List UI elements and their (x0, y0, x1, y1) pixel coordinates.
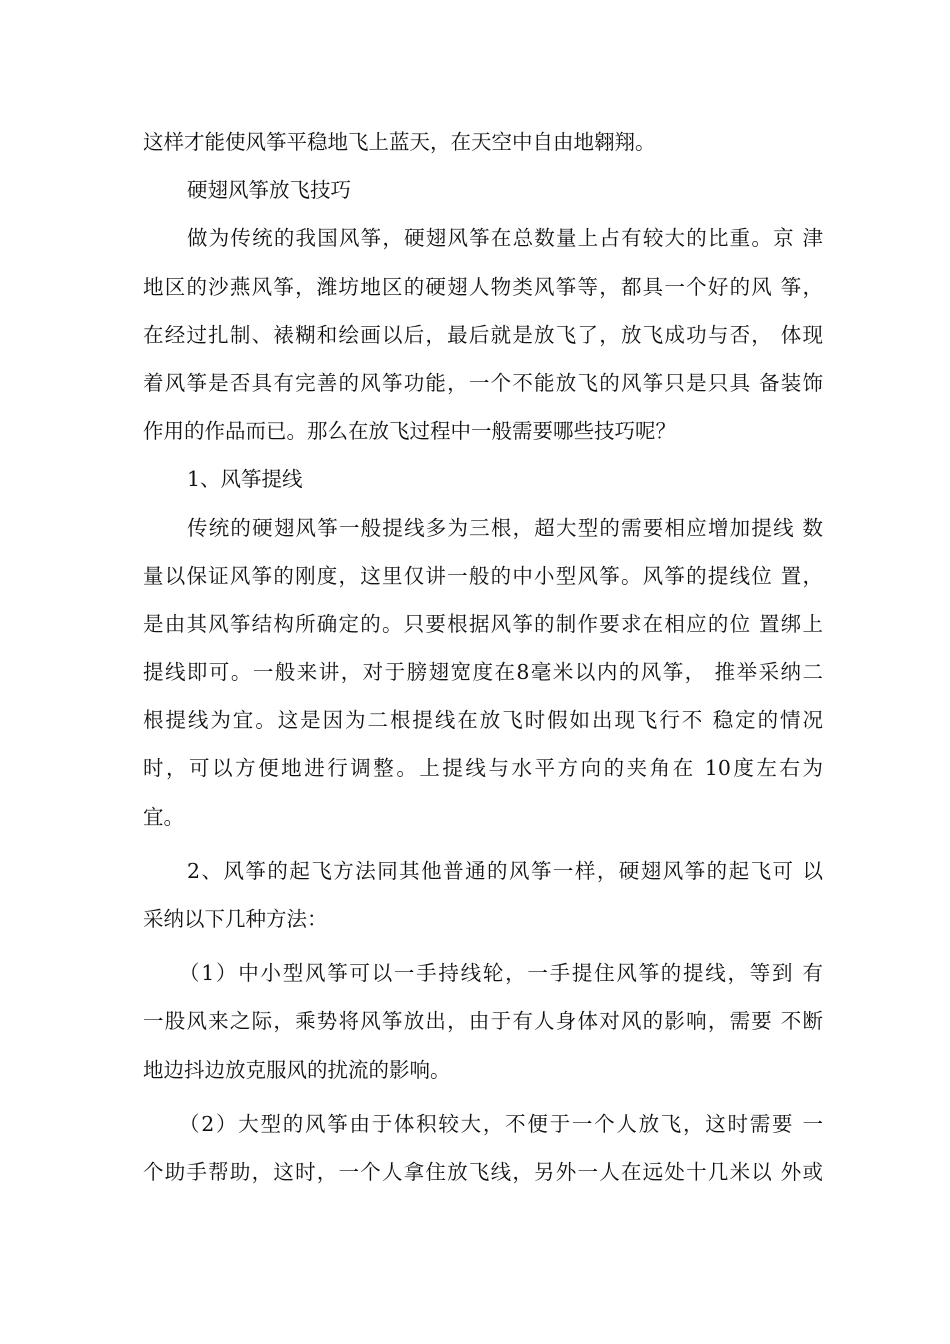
document-body (143, 118, 823, 1196)
text-line: 地边抖边放克服风的扰流的影响。 (143, 1057, 451, 1082)
text-line: 提线即可。一般来讲，对于膀翅宽度在8毫米以内的风筝， 推举采纳二 (143, 660, 823, 685)
text-line: 做为传统的我国风筝，硬翅风筝在总数量上占有较大的比重。京 津 (187, 226, 823, 251)
text-line: 根提线为宜。这是因为二根提线在放飞时假如出现飞行不 稳定的情况 (143, 708, 823, 733)
text-line: 采纳以下几种方法： (143, 907, 328, 931)
text-line: 这样才能使风筝平稳地飞上蓝天，在天空中自由地翱翔。 (143, 130, 656, 154)
text-line: 作用的作品而已。那么在放飞过程中一般需要哪些技巧呢？ (143, 419, 676, 444)
section-heading: 硬翅风筝放飞技巧 (187, 178, 351, 203)
text-line: 宜。 (143, 804, 184, 829)
text-line: 个助手帮助，这时，一个人拿住放飞线，另外一人在远处十几米以 外或 (143, 1159, 823, 1184)
section-heading: 1、风筝提线 (187, 467, 303, 492)
text-line: 是由其风筝结构所确定的。只要根据风筝的制作要求在相应的位 置绑上 (143, 611, 823, 636)
text-line: 量以保证风筝的刚度，这里仅讲一般的中小型风筝。风筝的提线位 置， (143, 563, 823, 588)
text-line: 2、风筝的起飞方法同其他普通的风筝一样，硬翅风筝的起飞可 以 (187, 858, 823, 883)
text-line: （2）大型的风筝由于体积较大，不便于一个人放飞，这时需要 一 (179, 1111, 823, 1136)
text-line: 一股风来之际，乘势将风筝放出，由于有人身体对风的影响，需要 不断 (143, 1009, 823, 1034)
text-line: 时，可以方便地进行调整。上提线与水平方向的夹角在 10度左右为 (143, 756, 823, 781)
text-line: （1）中小型风筝可以一手持线轮，一手提住风筝的提线，等到 有 (179, 961, 823, 986)
text-line: 在经过扎制、裱糊和绘画以后，最后就是放飞了，放飞成功与否， 体现 (143, 322, 823, 347)
text-line: 着风筝是否具有完善的风筝功能，一个不能放飞的风筝只是只具 备装饰 (143, 370, 823, 395)
text-line: 地区的沙燕风筝，潍坊地区的硬翅人物类风筝等，都具一个好的风 筝， (143, 274, 823, 299)
text-line: 传统的硬翅风筝一般提线多为三根，超大型的需要相应增加提线 数 (187, 515, 823, 540)
